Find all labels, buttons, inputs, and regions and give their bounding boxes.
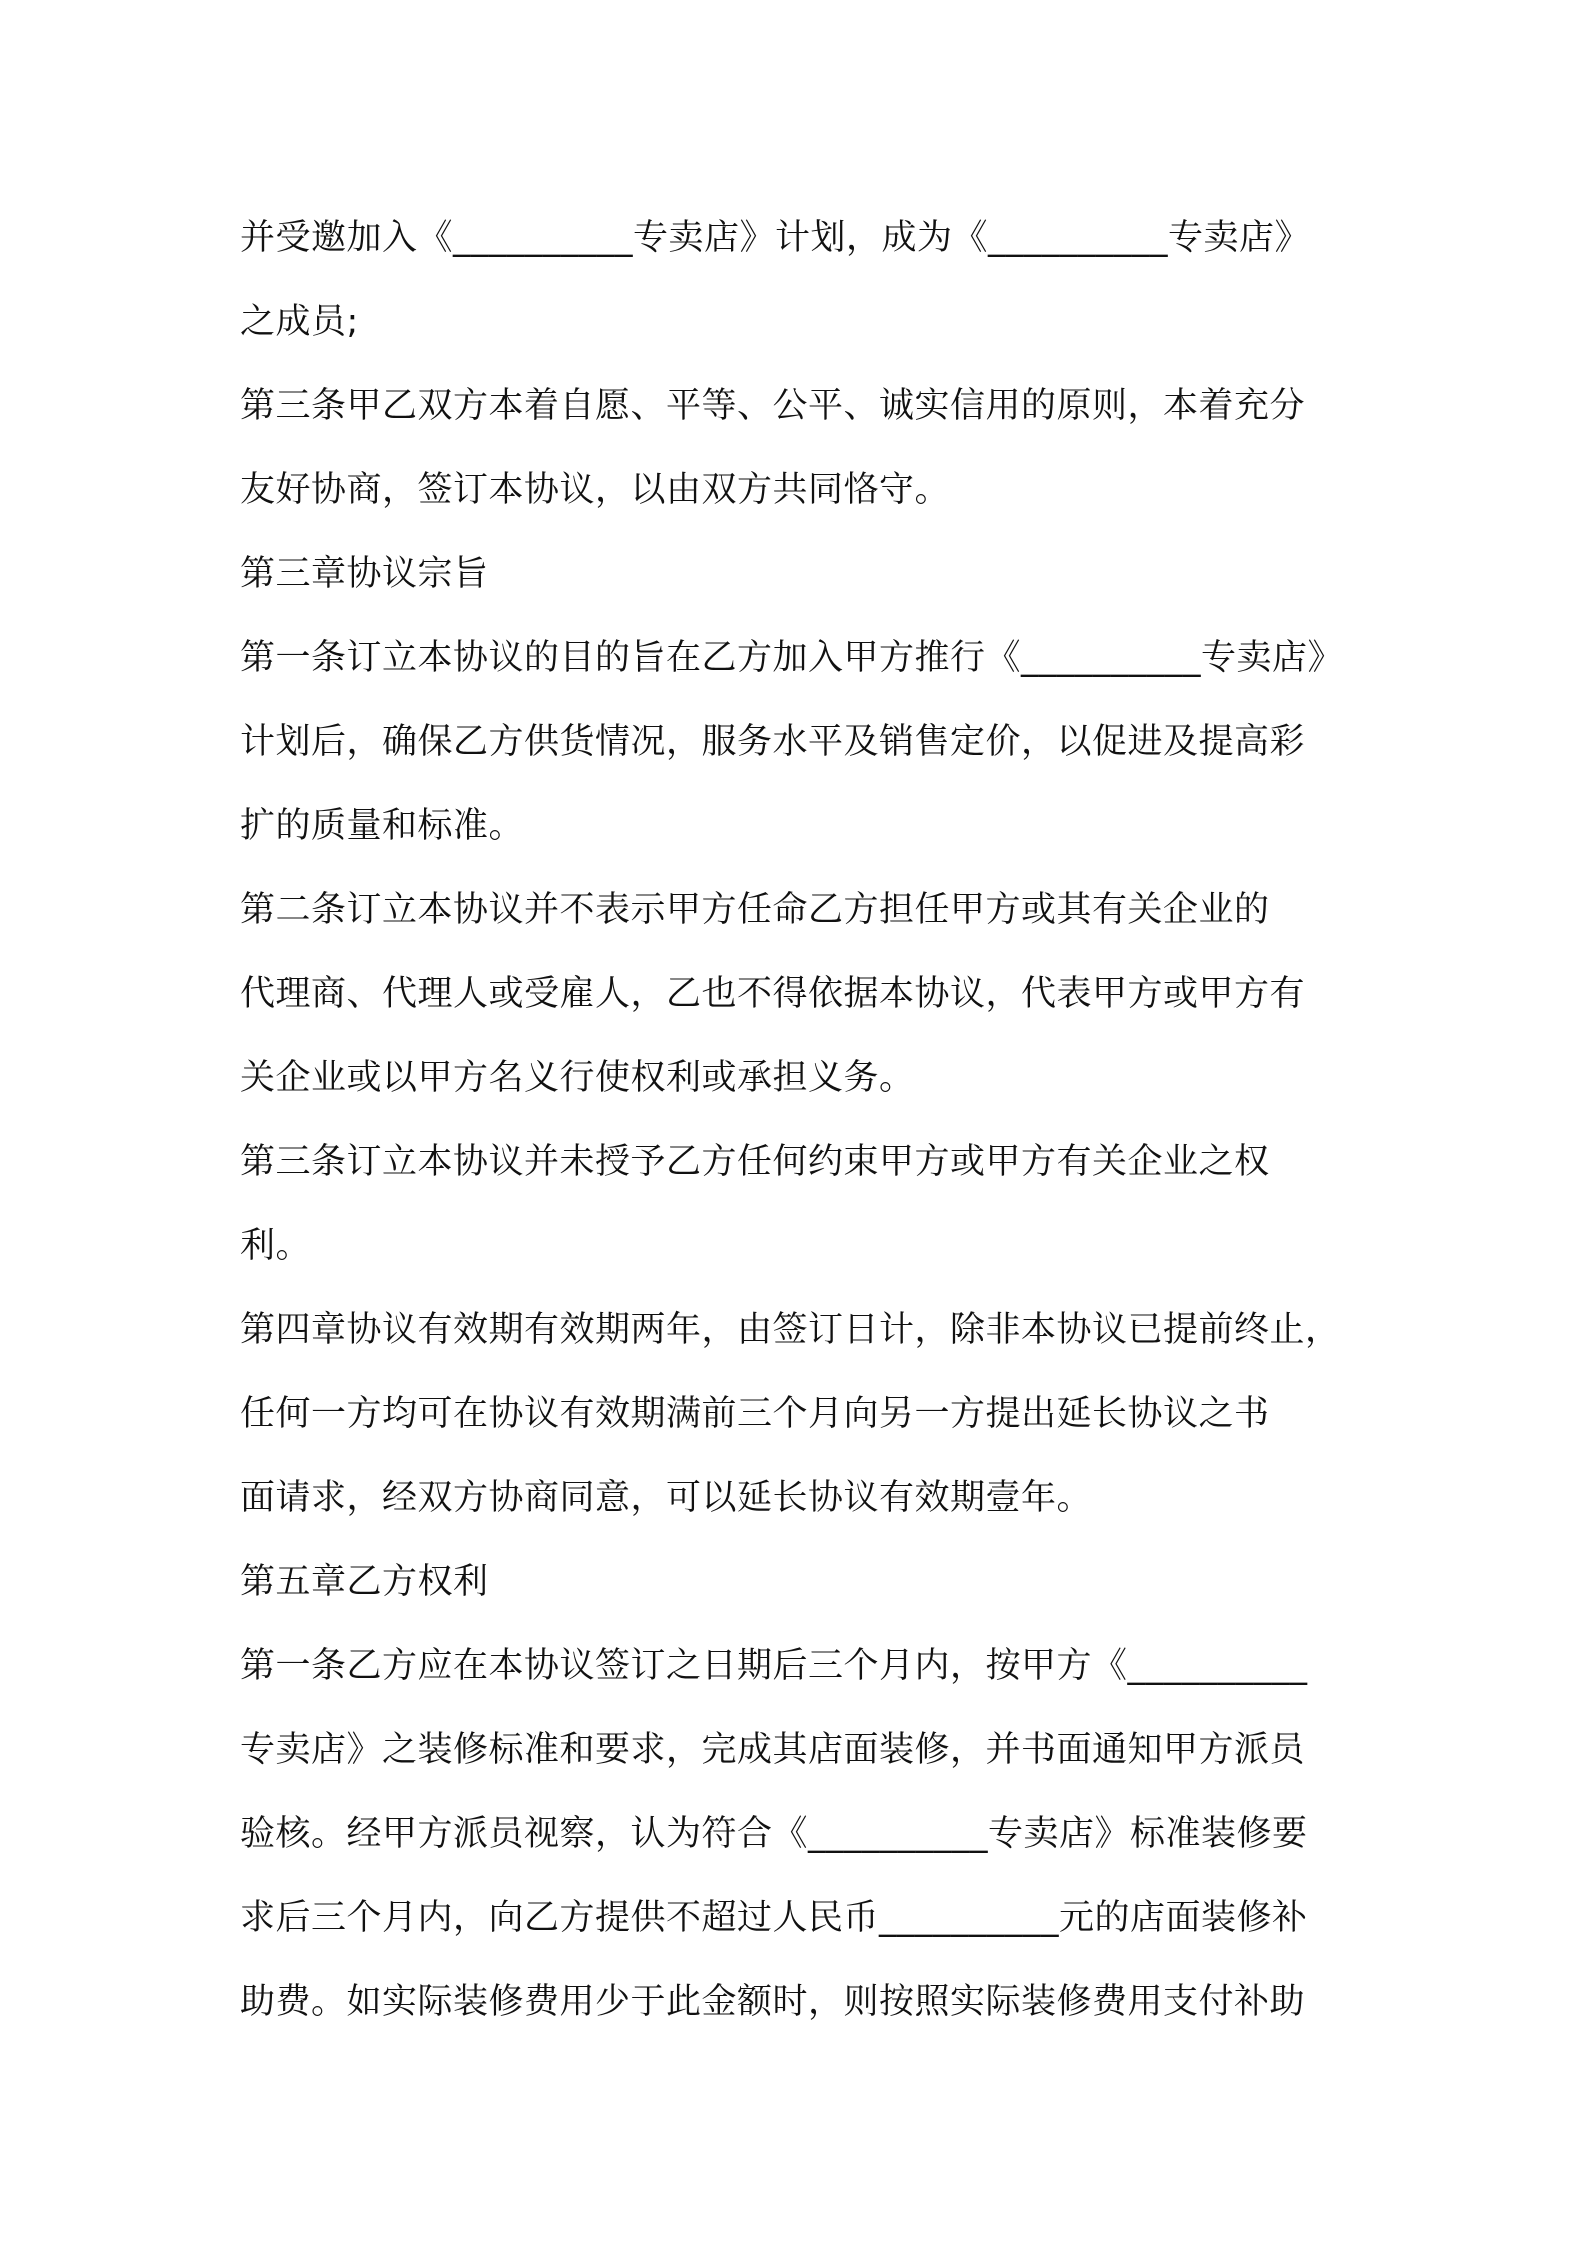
text-line: 利。	[240, 1226, 312, 1266]
text-line: 之成员;	[240, 302, 359, 342]
text-line: 专卖店》之装修标准和要求，完成其店面装修，并书面通知甲方派员	[240, 1730, 1306, 1770]
text-line: 代理商、代理人或受雇人，乙也不得依据本协议，代表甲方或甲方有	[240, 974, 1306, 1014]
text-line: 计划后，确保乙方供货情况，服务水平及销售定价，以促进及提高彩	[240, 722, 1306, 762]
text-line: 面请求，经双方协商同意，可以延长协议有效期壹年。	[240, 1478, 1093, 1518]
text-line: 第一条订立本协议的目的旨在乙方加入甲方推行《__________专卖店》	[240, 638, 1344, 678]
text-line: 求后三个月内，向乙方提供不超过人民币__________元的店面装修补	[240, 1898, 1308, 1938]
text-line: 验核。经甲方派员视察，认为符合《__________专卖店》标准装修要	[240, 1814, 1308, 1854]
text-line: 并受邀加入《__________专卖店》计划，成为《__________专卖店》	[240, 218, 1311, 258]
text-line: 扩的质量和标准。	[240, 806, 525, 846]
text-line: 第二条订立本协议并不表示甲方任命乙方担任甲方或其有关企业的	[240, 890, 1270, 930]
text-line: 任何一方均可在协议有效期满前三个月向另一方提出延长协议之书	[240, 1394, 1270, 1434]
section-heading: 第三章协议宗旨	[240, 554, 489, 594]
text-line: 第三条甲乙双方本着自愿、平等、公平、诚实信用的原则，本着充分	[240, 386, 1306, 426]
section-heading: 第五章乙方权利	[240, 1562, 489, 1602]
text-line: 关企业或以甲方名义行使权利或承担义务。	[240, 1058, 915, 1098]
text-line: 第四章协议有效期有效期两年，由签订日计，除非本协议已提前终止，	[240, 1310, 1341, 1350]
text-line: 助费。如实际装修费用少于此金额时，则按照实际装修费用支付补助	[240, 1982, 1306, 2022]
text-line: 友好协商，签订本协议，以由双方共同恪守。	[240, 470, 951, 510]
document-body	[240, 196, 1360, 2044]
text-line: 第一条乙方应在本协议签订之日期后三个月内，按甲方《__________	[240, 1646, 1308, 1686]
text-line: 第三条订立本协议并未授予乙方任何约束甲方或甲方有关企业之权	[240, 1142, 1270, 1182]
